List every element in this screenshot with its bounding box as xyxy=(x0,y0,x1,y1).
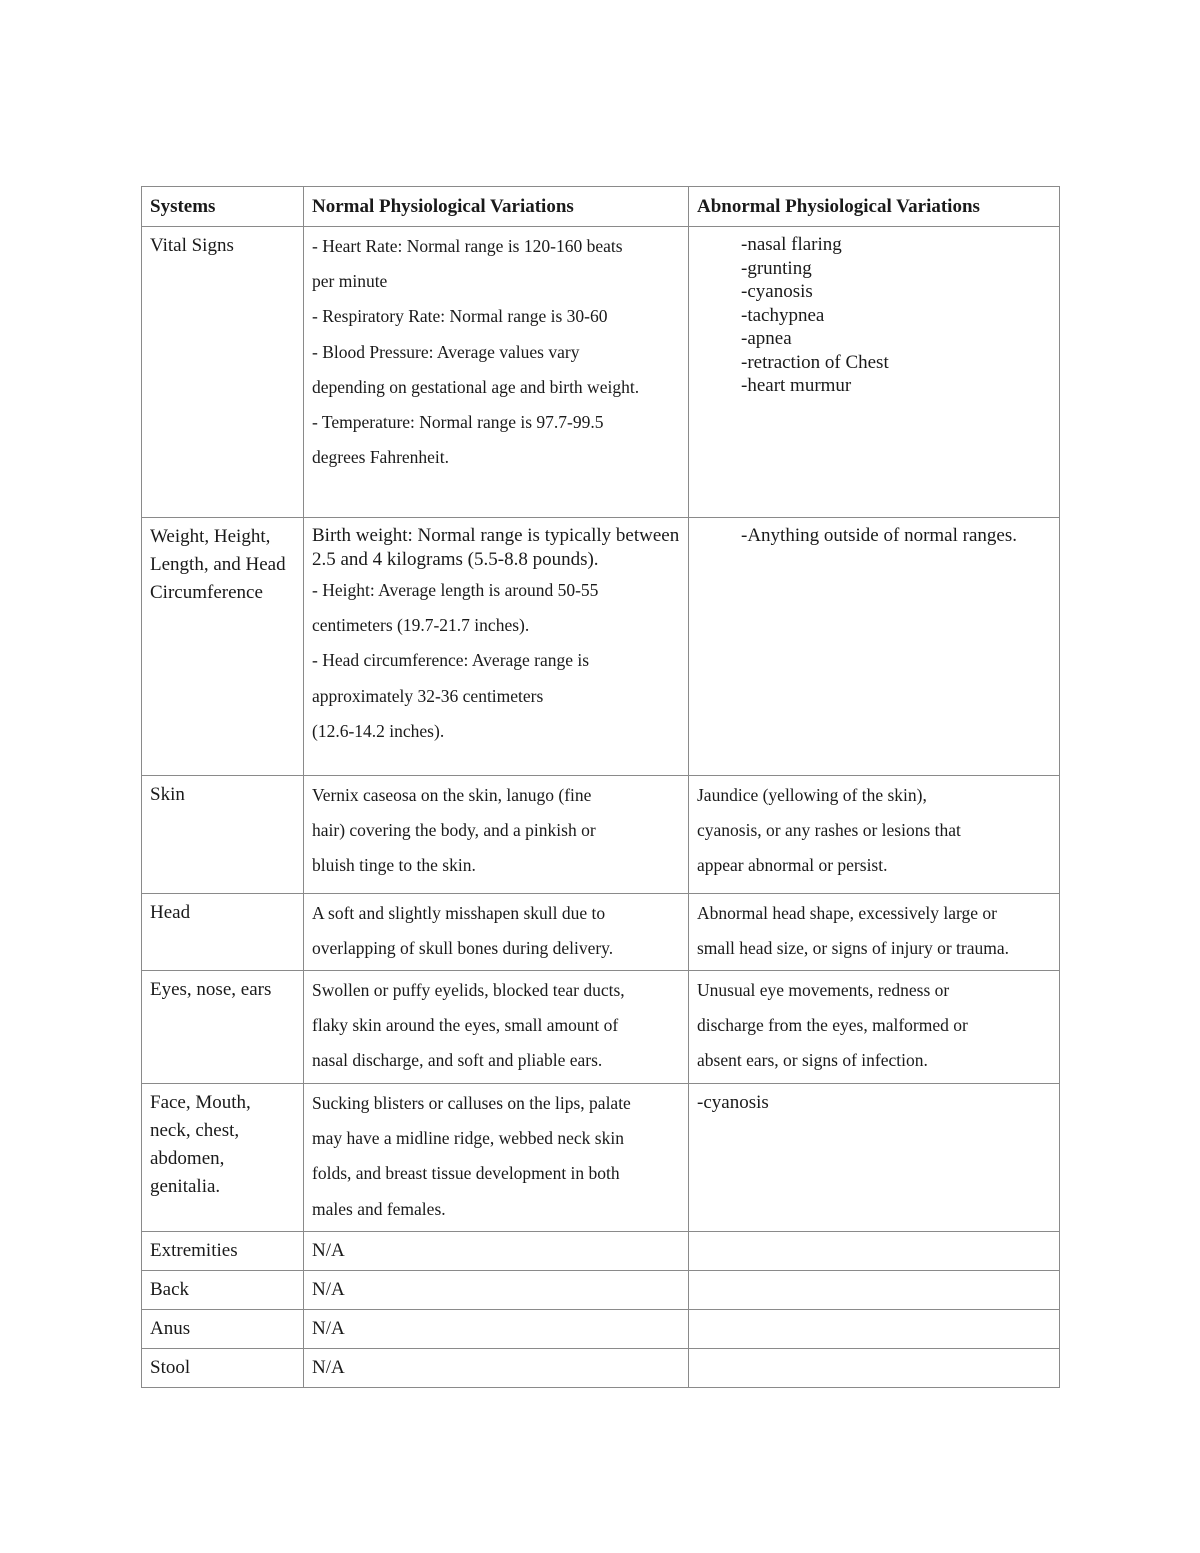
table-header-row xyxy=(142,187,1060,227)
system-name: Back xyxy=(142,1271,304,1310)
text-line: flaky skin around the eyes, small amount of xyxy=(312,1015,619,1036)
abnormal-cell xyxy=(689,227,1060,518)
text-line: - Height: Average length is around 50-55 xyxy=(312,580,599,600)
text-line: (12.6-14.2 inches). xyxy=(312,720,445,741)
normal-cell xyxy=(304,971,689,1084)
header-systems: Systems xyxy=(142,187,304,227)
abnormal-cell xyxy=(689,1271,1060,1310)
text-line: - Heart Rate: Normal range is 120-160 beats xyxy=(312,236,623,256)
abnormal-cell xyxy=(689,971,1060,1084)
abnormal-cell xyxy=(689,1349,1060,1388)
text-line: -grunting xyxy=(741,257,812,279)
text-line: overlapping of skull bones during delivery. xyxy=(312,938,614,959)
text-line: absent ears, or signs of infection. xyxy=(697,1050,928,1071)
table-row xyxy=(142,227,1060,518)
text-line: centimeters (19.7-21.7 inches). xyxy=(312,615,530,636)
abnormal-cell xyxy=(689,776,1060,894)
normal-cell: N/A xyxy=(304,1310,689,1349)
system-name: Anus xyxy=(142,1310,304,1349)
table-row xyxy=(142,776,1060,894)
text-line: -heart murmur xyxy=(741,375,852,396)
text-line: -apnea xyxy=(741,328,792,349)
text-line: males and females. xyxy=(312,1198,446,1219)
text-line: Swollen or puffy eyelids, blocked tear ducts, xyxy=(312,980,625,1000)
abnormal-cell: -cyanosis xyxy=(689,1084,1060,1232)
system-name: Skin xyxy=(142,776,304,894)
text-line: - Temperature: Normal range is 97.7-99.5 xyxy=(312,412,604,433)
text-line: degrees Fahrenheit. xyxy=(312,447,450,468)
text-line: Sucking blisters or calluses on the lips, palate xyxy=(312,1093,631,1113)
text-line: -retraction of Chest xyxy=(741,351,889,373)
system-name: Extremities xyxy=(142,1232,304,1271)
text-line: - Respiratory Rate: Normal range is 30-60 xyxy=(312,306,608,327)
table-row xyxy=(142,1084,1060,1232)
text-line: folds, and breast tissue development in both xyxy=(312,1163,620,1184)
text-line: hair) covering the body, and a pinkish or xyxy=(312,820,596,841)
table-row xyxy=(142,971,1060,1084)
normal-cell xyxy=(304,1084,689,1232)
text-line: - Head circumference: Average range is xyxy=(312,650,590,671)
normal-cell xyxy=(304,894,689,971)
physiological-variations-table xyxy=(141,186,1060,1388)
text-line: may have a midline ridge, webbed neck skin xyxy=(312,1128,624,1149)
system-name: Weight, Height, Length, and Head Circumference xyxy=(142,518,304,776)
normal-cell xyxy=(304,518,689,776)
text-line: discharge from the eyes, malformed or xyxy=(697,1015,968,1036)
text-line: A soft and slightly misshapen skull due to xyxy=(312,903,606,923)
text-block: Birth weight: Normal range is typically between 2.5 and 4 kilograms (5.5-8.8 pounds). xyxy=(312,525,680,570)
text-line: Vernix caseosa on the skin, lanugo (fine xyxy=(312,785,592,805)
table-row xyxy=(142,518,1060,776)
text-line: - Blood Pressure: Average values vary xyxy=(312,341,580,362)
text-line: approximately 32-36 centimeters xyxy=(312,685,544,706)
normal-cell xyxy=(304,227,689,518)
text-line: nasal discharge, and soft and pliable ears. xyxy=(312,1050,603,1071)
text-line: Jaundice (yellowing of the skin), xyxy=(697,785,927,805)
system-name: Face, Mouth, neck, chest, abdomen, genitalia. xyxy=(142,1084,304,1232)
text-line: -cyanosis xyxy=(741,281,813,302)
text-line: bluish tinge to the skin. xyxy=(312,855,476,876)
table-row xyxy=(142,1349,1060,1388)
table-row xyxy=(142,1310,1060,1349)
text-line: -nasal flaring xyxy=(741,234,842,255)
text-line: appear abnormal or persist. xyxy=(697,855,888,876)
normal-cell xyxy=(304,776,689,894)
system-name: Head xyxy=(142,894,304,971)
abnormal-cell xyxy=(689,1310,1060,1349)
abnormal-cell xyxy=(689,1232,1060,1271)
system-name: Vital Signs xyxy=(142,227,304,518)
normal-cell: N/A xyxy=(304,1271,689,1310)
abnormal-cell: -Anything outside of normal ranges. xyxy=(689,518,1060,776)
table-row xyxy=(142,1232,1060,1271)
system-name: Stool xyxy=(142,1349,304,1388)
normal-cell: N/A xyxy=(304,1349,689,1388)
text-line: small head size, or signs of injury or trauma. xyxy=(697,938,1010,959)
text-line: -tachypnea xyxy=(741,304,825,326)
header-abnormal: Abnormal Physiological Variations xyxy=(689,187,1060,227)
text-line: Unusual eye movements, redness or xyxy=(697,980,950,1000)
abnormal-cell xyxy=(689,894,1060,971)
table-row xyxy=(142,1271,1060,1310)
normal-cell: N/A xyxy=(304,1232,689,1271)
text-line: Abnormal head shape, excessively large or xyxy=(697,903,997,923)
text-line: depending on gestational age and birth weight. xyxy=(312,376,640,397)
header-normal: Normal Physiological Variations xyxy=(304,187,689,227)
table-row xyxy=(142,894,1060,971)
system-name: Eyes, nose, ears xyxy=(142,971,304,1084)
text-line: cyanosis, or any rashes or lesions that xyxy=(697,820,961,841)
text-line: per minute xyxy=(312,271,388,292)
